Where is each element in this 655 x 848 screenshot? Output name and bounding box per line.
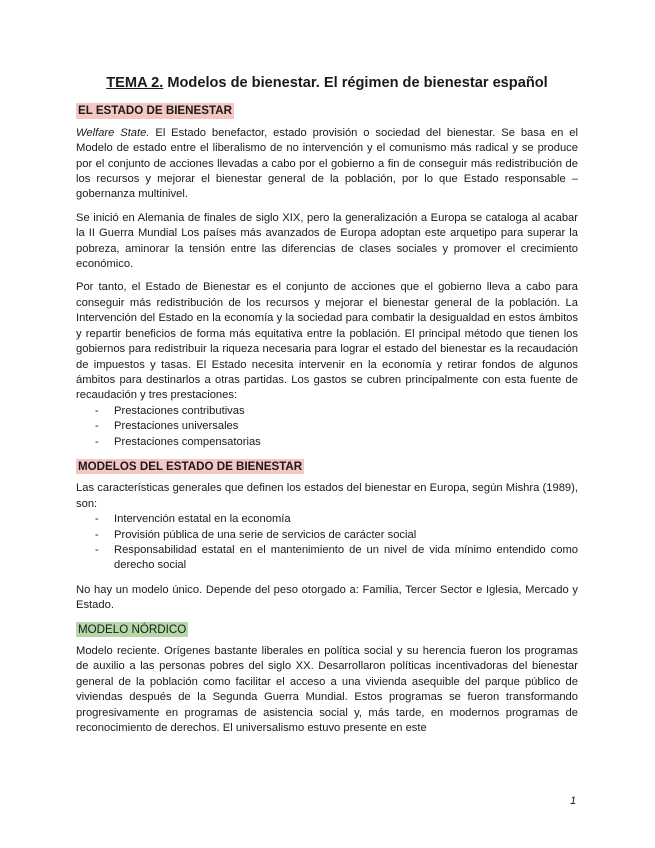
paragraph: Las características generales que definen los estados del bienestar en Europa, según Mishra (1989), son:	[76, 482, 578, 510]
page-title	[76, 76, 578, 91]
paragraph: Por tanto, el Estado de Bienestar es el conjunto de acciones que el gobierno lleva a cabo para conseguir más redistribución de los recursos y mejorar el bienestar general de la población. La Intervención del Estado en la economía y la sociedad para combatir la desigualdad en estos ámbitos y repartir beneficios de forma más equitativa entre la población. El principal método que tienen los gobiernos para redistribuir la riqueza necesaria para lograr el estado del bienestar es la recaudación de impuestos y tasas. El Estado necesita intervenir en la economía y retirar fondos de algunos ámbitos para destinarlos a otras partidas. Los gastos se cubren principalmente con esta fuente de recaudación y tres prestaciones:	[76, 281, 578, 402]
list-item: - Prestaciones contributivas	[76, 404, 578, 419]
document-page	[76, 76, 578, 744]
list-item: - Responsabilidad estatal en el mantenimiento de un nivel de vida mínimo entendido como derecho social	[76, 543, 578, 574]
list-item: - Provisión pública de una serie de servicios de carácter social	[76, 528, 578, 543]
paragraph-text: El Estado benefactor, estado provisión o sociedad del bienestar. Se basa en el Modelo de estado entre el liberalismo de no intervención y el comunismo más radical y se produce por el conjunto de acciones llevadas a cabo por el gobierno a fin de conseguir más redistribución de los recursos y mejorar el bienestar general de la población, por lo que Estado responsable – gobernanza multinivel.	[76, 126, 578, 201]
paragraph: Modelo reciente. Orígenes bastante liberales en política social y su herencia fueron los programas de auxilio a las personas pobres del siglo XX. Desarrollaron políticas incentivadoras del bienestar general de la población como facilitar el acceso a una vivienda asequible del parque público de viviendas después de la Segunda Guerra Mundial. Estos programas se fueron transformando progresivamente en programas de asistencia social y, más tarde, en modernos programas de reconocimiento de derechos. El universalismo estuvo presente en este	[76, 645, 578, 735]
title-text: Modelos de bienestar. El régimen de bienestar español	[163, 75, 548, 91]
paragraph	[76, 126, 578, 203]
section-heading-nordico: MODELO NÓRDICO	[78, 622, 187, 636]
list-item: - Intervención estatal en la economía	[76, 512, 578, 527]
section-heading-modelos: MODELOS DEL ESTADO DE BIENESTAR	[78, 459, 303, 473]
welfare-state-term: Welfare State.	[76, 126, 150, 139]
list-item: - Prestaciones compensatorias	[76, 435, 578, 450]
bullet-list-prestaciones	[76, 404, 578, 450]
list-item: - Prestaciones universales	[76, 419, 578, 434]
page-number: 1	[570, 795, 577, 807]
title-number: TEMA 2.	[106, 75, 164, 91]
paragraph: Se inició en Alemania de finales de siglo XIX, pero la generalización a Europa se cataloga al acabar la II Guerra Mundial Los países más avanzados de Europa adoptan este arquetipo para superar la pobreza, aminorar la tensión entre las diferencias de clases sociales y promover el crecimiento económico.	[76, 211, 578, 271]
section-heading-estado-bienestar: EL ESTADO DE BIENESTAR	[78, 104, 232, 118]
paragraph: No hay un modelo único. Depende del peso otorgado a: Familia, Tercer Sector e Iglesia, Mercado y Estado.	[76, 583, 578, 612]
bullet-list-caracteristicas	[76, 512, 578, 574]
